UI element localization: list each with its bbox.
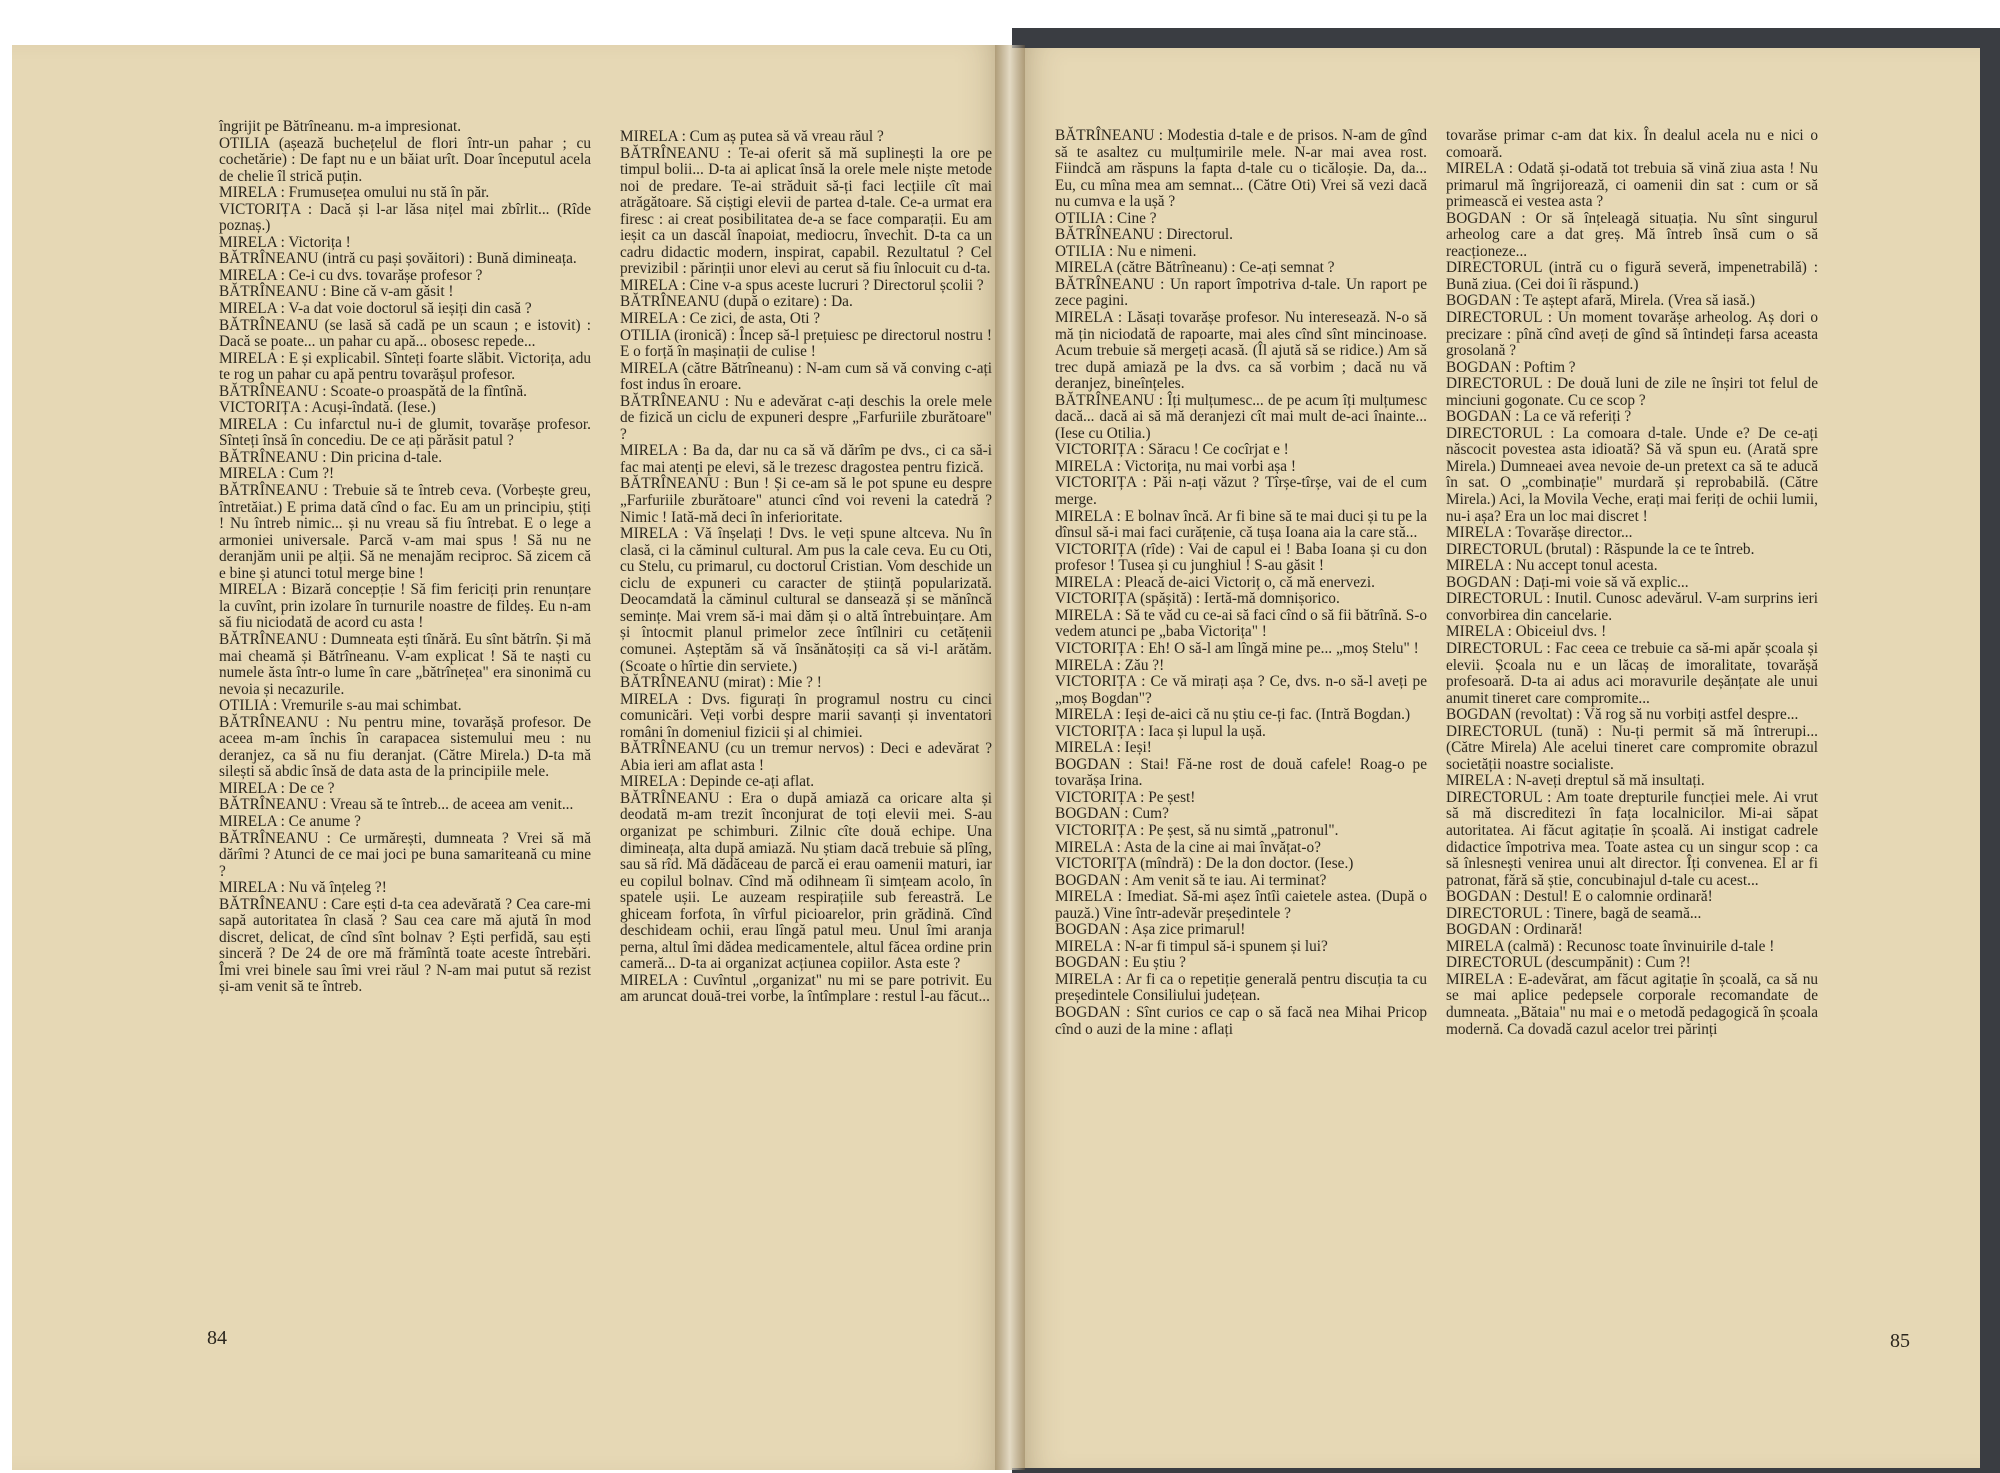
dialogue-line: MIRELA : Dvs. figurați în programul nostru cu cinci comunicări. Veți vorbi despre marii savanți și inventatori români în domeniul fizicii și al chimiei. [620, 690, 992, 741]
dialogue-line: MIRELA : Obiceiul dvs. ! [1446, 623, 1607, 641]
dialogue-line: VICTORIȚA : Păi n-ați văzut ? Tîrșe-tîrșe, vai de el cum merge. [1055, 474, 1427, 509]
dialogue-line: BOGDAN (revoltat) : Vă rog să nu vorbiți astfel despre... [1446, 706, 1799, 724]
dialogue-line: MIRELA : E și explicabil. Sînteți foarte slăbit. Victorița, adu te rog un pahar cu apă pentru tovarășul profesor. [219, 349, 591, 384]
dialogue-line: VICTORIȚA : Eh! O să-l am lîngă mine pe... „moș Stelu" ! [1055, 639, 1419, 657]
dialogue-line: VICTORIȚA : Iaca și lupul la ușă. [1055, 722, 1266, 740]
dialogue-line: DIRECTORUL (brutal) : Răspunde la ce te întreb. [1446, 540, 1755, 558]
page-number-left: 84 [207, 1327, 227, 1349]
dialogue-line: BOGDAN : Or să înțeleagă situația. Nu sînt singurul arheolog care a dat greș. Mă întreb însă cum o să reacționeze... [1446, 209, 1818, 260]
dialogue-line: BĂTRÎNEANU : Te-ai oferit să mă suplinești la ore pe timpul bolii... D-ta ai aplicat însă la orele mele niște metode noi de predare. Te-ai străduit să-ți faci lecțiile cît mai atrăgătoare. Să ciștigi elevii de partea d-tale. Ce-a urmat era firesc : ai creat posibilitatea de-a se face comparații. Eu am ieșit ca un dascăl înapoiat, mediocru, învechit. D-ta ca un cadru didactic modern, inspirat, capabil. Rezultatul ? Cel previzibil : părinții unor elevi au cerut să fiu înlocuit cu d-ta. [620, 144, 992, 278]
dialogue-line: MIRELA : Asta de la cine ai mai învățat-o? [1055, 838, 1321, 856]
dialogue-line: MIRELA : Vă înșelați ! Dvs. le veți spune altceva. Nu în clasă, ci la căminul cultural. Am pus la cale ceva. Eu cu Oti, cu Stelu, cu primarul, cu doctorul Cristian. Vom deschide un ciclu de expuneri cu caracter de știință popularizată. Deocamdată la căminul cultural se dansează și se mănîncă semințe. Mai vrem să-i mai dăm și o altă întrebuințare. Am și întocmit planul primelor zece întîlniri cu cetățenii comunei. Așteptăm să vă însănătoșiți ca să vi-l arătăm. (Scoate o hîrtie din serviete.) [620, 525, 992, 675]
dialogue-line: VICTORIȚA : Săracu ! Ce cocîrjat e ! [1055, 441, 1289, 459]
dialogue-line: tovarăse primar c-am dat kix. În dealul acela nu e nici o comoară. [1446, 127, 1818, 161]
dialogue-line: DIRECTORUL : Inutil. Cunosc adevărul. V-am surprins ieri convorbirea din cancelarie. [1446, 590, 1818, 624]
dialogue-line: MIRELA : Tovarășe director... [1446, 524, 1633, 542]
dialogue-line: MIRELA : N-aveți dreptul să mă insultați. [1446, 772, 1705, 790]
dialogue-line: BĂTRÎNEANU : Îți mulțumesc... de pe acum îți mulțumesc dacă... dacă ai să mă deranjezi cît mai mult de-aci înainte... (Iese cu Otilia.) [1055, 391, 1427, 442]
dialogue-line: BĂTRÎNEANU : Dumneata ești tînără. Eu sînt bătrîn. Și mă mai cheamă și Bătrîneanu. V-am explicat ! Să te naști cu numele ăsta într-o lume în care „bătrînețea" era sinonimă cu nevoia și necazurile. [219, 630, 591, 698]
dialogue-line: MIRELA : Ieși! [1055, 739, 1152, 757]
dialogue-line: MIRELA : Ce-i cu dvs. tovarășe profesor ? [219, 266, 483, 284]
dialogue-line: VICTORIȚA : Pe șest, să nu simtă „patronul". [1055, 821, 1339, 839]
dialogue-line: BĂTRÎNEANU (după o ezitare) : Da. [620, 293, 853, 311]
dialogue-line: BĂTRÎNEANU : Trebuie să te întreb ceva. (Vorbește greu, întretăiat.) E prima dată cînd o fac. Eu am un principiu, știți ! Nu întreb nimic... și nu vreau să fiu întrebat. E o lege a armoniei universale. Parcă v-am mai spus ! Să nu ne deranjăm unii pe alții. Să ne menajăm reciproc. Să zicem că e bine și atunci totul merge bine ! [219, 482, 591, 582]
dialogue-line: BĂTRÎNEANU : Modestia d-tale e de prisos. N-am de gînd să te asaltez cu mulțumirile mele. N-ar mai avea rost. Fiindcă am răspuns la fapta d-tale cu o ticăloșie. Da, da... Eu, cu mîna mea am semnat... (Către Oti) Vrei să vezi dacă nu cumva e la ușă ? [1055, 127, 1427, 211]
dialogue-line: BĂTRÎNEANU : Care ești d-ta cea adevărată ? Cea care-mi sapă autoritatea în clasă ? Sau cea care mă ajută în mod discret, delicat, de cînd sînt bolnav ? Ești perfidă, sau ești sinceră ? De 24 de ore mă frămîntă toate aceste întrebări. Îmi vrei binele sau îmi vrei răul ? N-am mai putut să rezist și-am venit să te întreb. [219, 895, 591, 996]
dialogue-line: VICTORIȚA : Pe șest! [1055, 788, 1196, 806]
dialogue-line: BOGDAN : Sînt curios ce cap o să facă nea Mihai Pricop cînd o auzi de la mine : aflați [1055, 1003, 1427, 1038]
dialogue-line: BOGDAN : La ce vă referiți ? [1446, 408, 1632, 426]
dialogue-line: OTILIA : Nu e nimeni. [1055, 242, 1197, 260]
dialogue-line: BĂTRÎNEANU (intră cu pași șovăitori) : Bună dimineața. [219, 250, 577, 268]
dialogue-line: BĂTRÎNEANU : Bine că v-am găsit ! [219, 283, 454, 301]
dialogue-line: BĂTRÎNEANU (cu un tremur nervos) : Deci e adevărat ? Abia ieri am aflat asta ! [620, 740, 992, 774]
dialogue-line: MIRELA : V-a dat voie doctorul să ieșiți din casă ? [219, 300, 532, 318]
dialogue-line: MIRELA : Ar fi ca o repetiție generală pentru discuția ta cu președintele Consiliului județean. [1055, 970, 1427, 1005]
dialogue-line: OTILIA (ironică) : Încep să-l prețuiesc pe directorul nostru ! E o forță în mașinații de culise ! [620, 326, 992, 361]
dialogue-line: VICTORIȚA : Dacă și l-ar lăsa nițel mai zbîrlit... (Rîde poznaș.) [219, 200, 591, 235]
dialogue-line: BĂTRÎNEANU : Vreau să te întreb... de aceea am venit... [219, 796, 574, 814]
dialogue-line: BĂTRÎNEANU : Bun ! Și ce-am să le pot spune eu despre „Farfuriile zburătoare" atunci cînd voi reveni la catedră ? Nimic ! Iată-mă deci în inferioritate. [620, 475, 992, 526]
dialogue-line: MIRELA : Lăsați tovarășe profesor. Nu interesează. N-o să mă țin niciodată de rapoarte, mai ales cînd sînt mincinoase. Acum trebuie să mergeți acasă. (Îl ajută să se ridice.) Am să trec după amiază pe la dvs. ca să vorbim ; dacă nu vă deranjez, bineînțeles. [1055, 309, 1427, 393]
dialogue-line: MIRELA : E-adevărat, am făcut agitație în școală, ca să nu se mai aplice pedepsele corporale recomandate de dumneata. „Bătaia" nu mai e o metodă pedagogică în școala modernă. Ca dovadă cazul acelor trei părinți [1446, 970, 1818, 1038]
dialogue-line: BĂTRÎNEANU (mirat) : Mie ? ! [620, 674, 822, 692]
dialogue-line: MIRELA : Odată și-odată tot trebuia să vină ziua asta ! Nu primarul mă îngrijorează, ci oamenii din sat : cum or să primească ei vestea asta ? [1446, 160, 1818, 211]
dialogue-line: MIRELA : Să te văd cu ce-ai să faci cînd o să fii bătrînă. S-o vedem atunci pe „baba Victorița" ! [1055, 606, 1427, 641]
dialogue-line: îngrijit pe Bătrîneanu. m-a impresionat. [219, 118, 462, 135]
dialogue-line: MIRELA : Victorița, nu mai vorbi așa ! [1055, 457, 1296, 475]
left-page-column-1 [219, 119, 591, 996]
dialogue-line: MIRELA : Cum ?! [219, 465, 335, 483]
dialogue-line: BOGDAN : Ordinară! [1446, 921, 1583, 939]
left-page [12, 45, 1012, 1470]
right-page [1010, 48, 1980, 1468]
dialogue-line: MIRELA : Bizară concepție ! Să fim fericiți prin renunțare la cuvînt, prin izolare în turnurile noastre de fildeș. Eu n-am să fiu niciodată de acord cu asta ! [219, 581, 591, 632]
dialogue-line: DIRECTORUL : Am toate drepturile funcției mele. Ai vrut să mă discreditezi în fața localnicilor. Mi-ai săpat autoritatea. Ai făcut agitație în școală. Ai instigat cadrele didactice împotriva mea. Toate astea cu un singur scop : ca să înlesnești venirea unui alt director. Îți convenea. El ar fi patronat, fără să știe, concubinajul d-tale cu acest... [1446, 788, 1818, 889]
dialogue-line: VICTORIȚA (rîde) : Vai de capul ei ! Baba Ioana și cu don profesor ! Tusea și cu junghiul ! S-au găsit ! [1055, 540, 1427, 575]
dialogue-line: BĂTRÎNEANU : Scoate-o proaspătă de la fîntînă. [219, 382, 527, 400]
dialogue-line: MIRELA : Cine v-a spus aceste lucruri ? Directorul școlii ? [620, 276, 984, 294]
dialogue-line: BOGDAN : Stai! Fă-ne rost de două cafele! Roag-o pe tovarășa Irina. [1055, 755, 1427, 790]
right-page-column-2 [1446, 128, 1818, 1038]
dialogue-line: MIRELA : Depinde ce-ați aflat. [620, 773, 815, 791]
dialogue-line: MIRELA : Ce anume ? [219, 812, 361, 830]
dialogue-line: BOGDAN : Am venit să te iau. Ai terminat? [1055, 871, 1327, 889]
dialogue-line: MIRELA : Ce zici, de asta, Oti ? [620, 310, 821, 328]
dialogue-line: BĂTRÎNEANU : Un raport împotriva d-tale. Un raport pe zece pagini. [1055, 275, 1427, 310]
dialogue-line: BOGDAN : Destul! E o calomnie ordinară! [1446, 888, 1713, 906]
dialogue-line: MIRELA : De ce ? [219, 779, 335, 797]
dialogue-line: BOGDAN : Eu știu ? [1055, 954, 1186, 972]
dialogue-line: MIRELA (către Bătrîneanu) : Ce-ați semnat ? [1055, 259, 1335, 277]
dialogue-line: MIRELA : Ba da, dar nu ca să vă dărîm pe dvs., ci ca să-i fac mai atenți pe elevi, să le trezesc dragostea pentru fizică. [620, 442, 992, 476]
right-page-column-1 [1055, 128, 1427, 1038]
dialogue-line: BĂTRÎNEANU : Nu pentru mine, tovarășă profesor. De aceea m-am închis în carapacea sistemului meu : nu deranjez, ca să nu fiu deranjat. (Către Mirela.) D-ta mă silești să abdic însă de data asta de la principiile mele. [219, 713, 591, 781]
dialogue-line: MIRELA : Nu accept tonul acesta. [1446, 557, 1658, 575]
dialogue-line: DIRECTORUL : Tinere, bagă de seamă... [1446, 904, 1702, 922]
dialogue-line: DIRECTORUL (tună) : Nu-ți permit să mă întrerupi... (Către Mirela) Ale acelui tineret care compromite obrazul societății noastre socialiste. [1446, 722, 1818, 773]
dialogue-line: MIRELA : Zău ?! [1055, 656, 1165, 674]
dialogue-line: MIRELA : Cum aș putea să vă vreau răul ? [620, 128, 884, 145]
dialogue-line: OTILIA (așează buchețelul de flori într-un pahar ; cu cochetărie) : De fapt nu e un băiat urît. Doar începutul acela de chelie îl strică puțin. [219, 134, 591, 185]
dialogue-line: MIRELA : Imediat. Să-mi așez întîi caietele astea. (După o pauză.) Vine într-adevăr președintele ? [1055, 888, 1427, 922]
dialogue-line: DIRECTORUL : Fac ceea ce trebuie ca să-mi apăr școala și elevii. Școala nu e un lăcaș de imoralitate, tovarășă profesoară. D-ta ai adus aci moravurile deșănțate ale unui anumit tineret care compromite... [1446, 639, 1818, 707]
left-page-column-2 [620, 129, 992, 1006]
dialogue-line: BĂTRÎNEANU : Ce urmărești, dumneata ? Vrei să mă dărîmi ? Atunci de ce mai joci pe buna samariteană cu mine ? [219, 829, 591, 880]
dialogue-line: DIRECTORUL : La comoara d-tale. Unde e? De ce-ați născocit povestea asta idioată? Să vă spun eu. (Arată spre Mirela.) Dumneaei avea nevoie de-un pretext ca să te aducă în sat. O „combinație" murdară și reprobabilă. (Către Mirela.) Aci, la Movila Veche, erați mai feriți de ochii lumii, nu-i așa? Era un loc mai discret ! [1446, 424, 1818, 525]
dialogue-line: OTILIA : Cine ? [1055, 209, 1157, 227]
dialogue-line: MIRELA : E bolnav încă. Ar fi bine să te mai duci și tu pe la dînsul să-i mai faci curățenie, că tușa Ioana aia la care stă... [1055, 507, 1427, 542]
dialogue-line: BĂTRÎNEANU : Era o după amiază ca oricare alta și deodată m-am trezit înconjurat de toți elevii mei. S-au organizat pe schimburi. Zilnic cîte două echipe. Una dimineața, alta după amiază. Nu știam dacă trebuie să plîng, sau să rîd. Mă dădăceau de parcă ei erau oamenii maturi, iar eu copilul bolnav. Cînd mă odihneam îi simțeam acolo, în spatele ușii. Le auzeam respirațiile sub fereastră. Le ghiceam forfota, în vîrful picioarelor, prin grădină. Cînd deschideam ochii, erau lîngă patul meu. Unul îmi aranja perna, altul îmi dădea medicamentele, altul făcea ordine prin cameră... D-ta ai organizat acțiunea copiilor. Asta este ? [620, 789, 992, 973]
dialogue-line: DIRECTORUL : Un moment tovarășe arheolog. Aș dori o precizare : pînă cînd aveți de gînd să întindeți farsa aceasta grosolană ? [1446, 309, 1818, 360]
dialogue-line: VICTORIȚA : Acuși-îndată. (Iese.) [219, 399, 436, 417]
dialogue-line: BOGDAN : Așa zice primarul! [1055, 921, 1246, 939]
dialogue-line: DIRECTORUL : De două luni de zile ne înșiri tot felul de minciuni gogonate. Cu ce scop ? [1446, 375, 1818, 409]
dialogue-line: BOGDAN : Cum? [1055, 805, 1169, 823]
dialogue-line: MIRELA : Frumusețea omului nu stă în păr. [219, 184, 490, 202]
dialogue-line: MIRELA : Ieși de-aici că nu știu ce-ți fac. (Intră Bogdan.) [1055, 706, 1411, 724]
dialogue-line: VICTORIȚA (mîndră) : De la don doctor. (Iese.) [1055, 855, 1354, 873]
dialogue-line: BOGDAN : Poftim ? [1446, 358, 1576, 376]
dialogue-line: MIRELA : Cu infarctul nu-i de glumit, tovarășe profesor. Sînteți însă în concediu. De ce ați părăsit patul ? [219, 415, 591, 450]
dialogue-line: DIRECTORUL (descumpănit) : Cum ?! [1446, 954, 1691, 972]
dialogue-line: OTILIA : Vremurile s-au mai schimbat. [219, 697, 462, 715]
book-gutter [995, 45, 1025, 1470]
dialogue-line: VICTORIȚA : Ce vă mirați așa ? Ce, dvs. n-o să-l aveți pe „moș Bogdan"? [1055, 673, 1427, 707]
dialogue-line: BOGDAN : Dați-mi voie să vă explic... [1446, 573, 1689, 591]
dialogue-line: BĂTRÎNEANU : Directorul. [1055, 226, 1234, 244]
dialogue-line: MIRELA (calmă) : Recunosc toate învinuirile d-tale ! [1446, 937, 1775, 955]
dialogue-line: MIRELA : Victorița ! [219, 233, 351, 251]
page-number-right: 85 [1890, 1330, 1910, 1352]
dialogue-line: MIRELA (către Bătrîneanu) : N-am cum să vă conving c-ați fost indus în eroare. [620, 359, 992, 394]
dialogue-line: MIRELA : Nu vă înțeleg ?! [219, 879, 387, 897]
dialogue-line: DIRECTORUL (intră cu o figură severă, impenetrabilă) : Bună ziua. (Cei doi îi răspund.) [1446, 259, 1818, 293]
dialogue-line: MIRELA : Pleacă de-aici Victoriț o, că mă enervezi. [1055, 573, 1375, 591]
dialogue-line: BĂTRÎNEANU : Din pricina d-tale. [219, 448, 443, 466]
dialogue-line: MIRELA : N-ar fi timpul să-i spunem și lui? [1055, 937, 1328, 955]
dialogue-line: VICTORIȚA (spășită) : Iertă-mă domnișorico. [1055, 590, 1340, 608]
dialogue-line: BĂTRÎNEANU : Nu e adevărat c-ați deschis la orele mele de fizică un ciclu de expuneri despre „Farfuriile zburătoare" ? [620, 392, 992, 443]
dialogue-line: BĂTRÎNEANU (se lasă să cadă pe un scaun ; e istovit) : Dacă se poate... un pahar cu apă... obosesc repede... [219, 316, 591, 351]
dialogue-line: MIRELA : Cuvîntul „organizat" nu mi se pare potrivit. Eu am aruncat două-trei vorbe, la întîmplare : restul l-au făcut... [620, 971, 992, 1006]
dialogue-line: BOGDAN : Te aștept afară, Mirela. (Vrea să iasă.) [1446, 292, 1756, 310]
